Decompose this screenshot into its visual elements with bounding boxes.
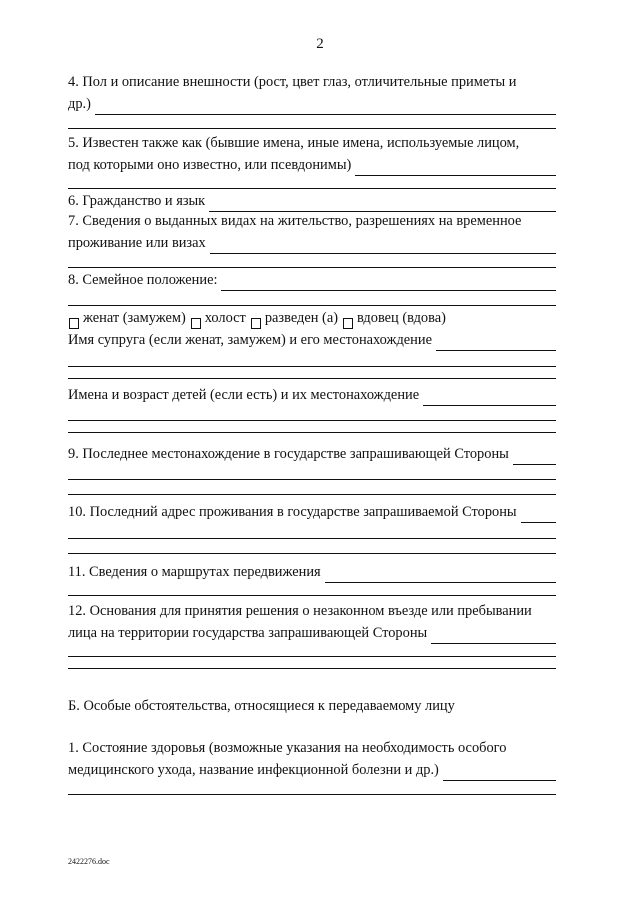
field-b1-label-line2: медицинского ухода, название инфекционной болезни и др.): [68, 762, 439, 778]
field-10-extra-line-1[interactable]: [68, 538, 556, 539]
marital-options: [68, 307, 556, 379]
field-12-extra-line-2[interactable]: [68, 668, 556, 669]
field-10-input[interactable]: [521, 507, 556, 523]
widowed-checkbox[interactable]: [343, 318, 353, 329]
field-9-extra-line-2[interactable]: [68, 494, 556, 495]
field-4-extra-line[interactable]: [68, 128, 556, 129]
field-10-last-address: [68, 501, 556, 554]
option-divorced: разведен (а): [264, 310, 338, 326]
field-7-permits: [68, 210, 556, 268]
field-12-label-line1: 12. Основания для принятия решения о незаконном въезде или пребывании: [68, 603, 532, 619]
field-11-routes: [68, 561, 556, 596]
field-4-label-line1: 4. Пол и описание внешности (рост, цвет глаз, отличительные приметы и: [68, 74, 517, 90]
field-4-appearance: [68, 71, 556, 129]
section-b-title: Б. Особые обстоятельства, относящиеся к передаваемому лицу: [68, 698, 455, 714]
field-12-label-line2: лица на территории государства запрашивающей Стороны: [68, 625, 428, 641]
field-b1-extra-line[interactable]: [68, 794, 556, 795]
field-11-extra-line[interactable]: [68, 595, 556, 596]
field-8-label: 8. Семейное положение:: [68, 272, 218, 288]
spouse-input[interactable]: [436, 335, 556, 351]
footer-filename: 2422276.doc: [68, 857, 110, 866]
single-checkbox[interactable]: [191, 318, 201, 329]
field-5-input[interactable]: [355, 160, 556, 176]
married-checkbox[interactable]: [69, 318, 79, 329]
field-6-label: 6. Гражданство и язык: [68, 193, 206, 209]
field-9-extra-line-1[interactable]: [68, 479, 556, 480]
children-extra-line-1[interactable]: [68, 420, 556, 421]
field-b1-input[interactable]: [443, 765, 556, 781]
children-label: Имена и возраст детей (если есть) и их местонахождение: [68, 387, 420, 403]
field-4-label-line2: др.): [68, 96, 91, 112]
field-7-extra-line[interactable]: [68, 267, 556, 268]
option-widowed: вдовец (вдова): [357, 310, 446, 326]
field-5-label-line2: под которыми оно известно, или псевдонимы): [68, 157, 352, 173]
field-7-input[interactable]: [210, 238, 556, 254]
children-extra-line-2[interactable]: [68, 432, 556, 433]
field-10-extra-line-2[interactable]: [68, 553, 556, 554]
spouse-label: Имя супруга (если женат, замужем) и его местонахождение: [68, 332, 432, 348]
section-b-heading: [68, 695, 556, 717]
field-5-aliases: [68, 132, 556, 189]
spouse-extra-line-1[interactable]: [68, 366, 556, 367]
option-single: холост: [204, 310, 246, 326]
field-9-label: 9. Последнее местонахождение в государстве запрашивающей Стороны: [68, 446, 509, 462]
field-4-input[interactable]: [95, 99, 556, 115]
divorced-checkbox[interactable]: [251, 318, 261, 329]
field-b1-label-line1: 1. Состояние здоровья (возможные указания на необходимость особого: [68, 740, 507, 756]
field-11-label: 11. Сведения о маршрутах передвижения: [68, 564, 321, 580]
option-married: женат (замужем): [83, 310, 186, 326]
field-10-label: 10. Последний адрес проживания в государстве запрашиваемой Стороны: [68, 504, 517, 520]
field-7-label-line2: проживание или визах: [68, 235, 206, 251]
field-9-last-location: [68, 443, 556, 495]
field-12-extra-line-1[interactable]: [68, 656, 556, 657]
field-12-grounds: [68, 600, 556, 669]
page-number: 2: [316, 36, 324, 52]
field-b1-health: [68, 737, 556, 795]
field-8-extra-line[interactable]: [68, 305, 556, 306]
field-12-input[interactable]: [431, 628, 556, 644]
children: [68, 384, 556, 433]
field-7-label-line1: 7. Сведения о выданных видах на жительство, разрешениях на временное: [68, 213, 522, 229]
spouse-extra-line-2[interactable]: [68, 378, 556, 379]
field-8-marital: [68, 269, 556, 306]
field-6-citizenship: [68, 190, 556, 212]
field-9-input[interactable]: [513, 449, 556, 465]
field-5-extra-line[interactable]: [68, 188, 556, 189]
children-input[interactable]: [423, 390, 556, 406]
field-11-input[interactable]: [325, 567, 556, 583]
field-5-label-line1: 5. Известен также как (бывшие имена, иные имена, используемые лицом,: [68, 135, 520, 151]
field-8-input[interactable]: [221, 275, 556, 291]
